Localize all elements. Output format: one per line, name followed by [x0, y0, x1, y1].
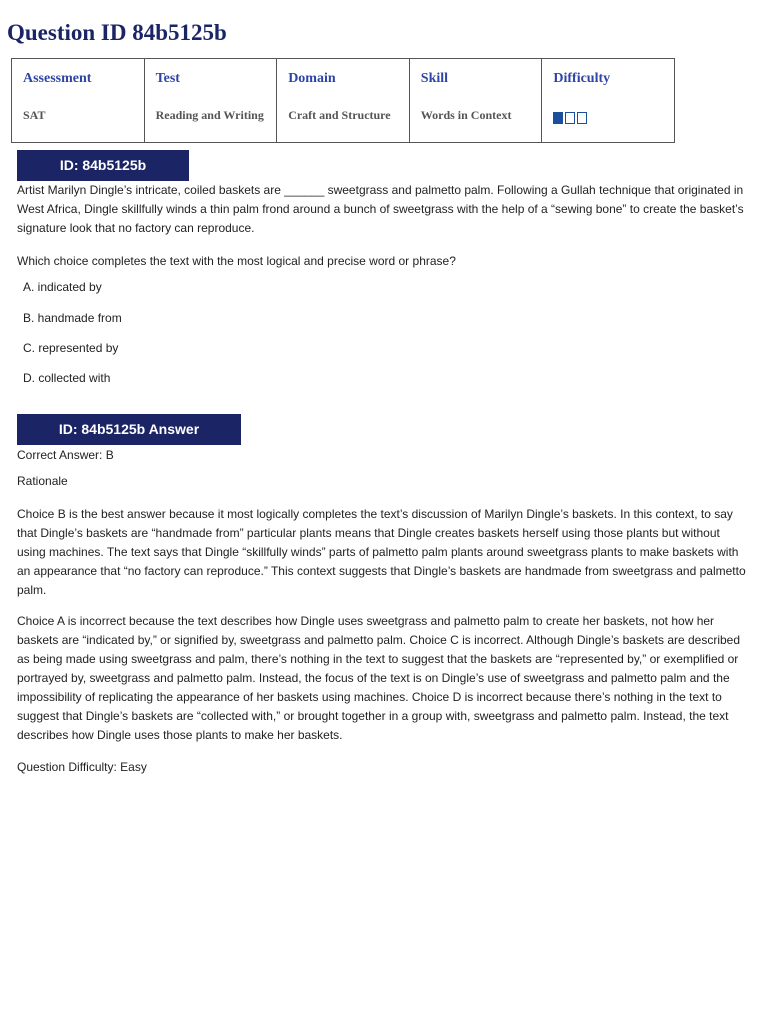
question-passage: Artist Marilyn Dingle’s intricate, coiled baskets are ______ sweetgrass and palmetto palm. Following a Gullah technique that originated in West Africa, Dingle skillfully winds a thin palm frond around a bunch of sweetgrass with the help of a “sewing bone” to create the basket’s signature look that no factory can reproduce.: [17, 183, 744, 235]
meta-cell-test: [144, 59, 277, 143]
choice-d: D. collected with: [23, 371, 111, 385]
rationale-paragraph-2: Choice A is incorrect because the text describes how Dingle uses sweetgrass and palmetto palm to create her baskets, not how her baskets are “indicated by,” or signified by, sweetgrass and palmetto palm. Choice C is incorrect. Although Dingle’s baskets are described as being made using sweetgrass and palm, there’s nothing in the text to suggest that the baskets are “represented by,” or exemplified or portrayed by, sweetgrass and palmetto palm. Instead, the focus of the text is on Dingle’s use of sweetgrass and palmetto palm and the impossibility of replicating the appearance of her baskets using machines. Choice D is incorrect because there’s nothing in the text to suggest that Dingle’s baskets are “collected with,” or brought together in a group with, sweetgrass and palmetto palm. Instead, the text describes how Dingle uses those plants to make her baskets.: [17, 614, 741, 742]
meta-header-domain: Domain: [288, 71, 336, 86]
question-meta-table: [11, 58, 675, 143]
meta-value-skill: Words in Context: [420, 108, 512, 122]
difficulty-indicator: [553, 112, 663, 126]
answer-id-banner: ID: 84b5125b Answer: [17, 414, 241, 445]
rationale-paragraph-1: Choice B is the best answer because it most logically completes the text’s discussion of Marilyn Dingle’s baskets. In this context, to say that Dingle’s baskets are “handmade from” particular plants means that Dingle creates baskets herself using those plants but without using machines. The text says that Dingle “skillfully winds” parts of palmetto palm plants around sweetgrass plants to make baskets with an appearance that “no factory can reproduce.” This context suggests that Dingle’s baskets are handmade from sweetgrass and palmetto palm.: [17, 507, 746, 597]
meta-value-test: Reading and Writing: [155, 108, 264, 122]
difficulty-box-filled: [553, 112, 563, 124]
rationale-label: Rationale: [17, 474, 68, 488]
meta-cell-assessment: [12, 59, 145, 143]
choice-a: A. indicated by: [23, 280, 102, 294]
correct-answer: Correct Answer: B: [17, 448, 114, 462]
meta-cell-domain: [277, 59, 410, 143]
difficulty-box-empty: [565, 112, 575, 124]
question-difficulty-text: Question Difficulty: Easy: [17, 760, 147, 774]
meta-header-skill: Skill: [420, 71, 449, 86]
meta-header-difficulty: Difficulty: [553, 71, 611, 86]
meta-cell-difficulty: [542, 59, 675, 143]
question-id-banner: ID: 84b5125b: [17, 150, 189, 181]
choice-b: B. handmade from: [23, 311, 122, 325]
meta-header-assessment: Assessment: [23, 71, 92, 86]
question-prompt: Which choice completes the text with the most logical and precise word or phrase?: [17, 254, 456, 268]
meta-value-domain: Craft and Structure: [288, 108, 391, 122]
difficulty-box-empty: [577, 112, 587, 124]
choice-c: C. represented by: [23, 341, 119, 355]
meta-cell-skill: [409, 59, 542, 143]
meta-header-test: Test: [155, 71, 180, 86]
meta-value-assessment: SAT: [23, 108, 46, 122]
page-title: Question ID 84b5125b: [7, 20, 227, 45]
